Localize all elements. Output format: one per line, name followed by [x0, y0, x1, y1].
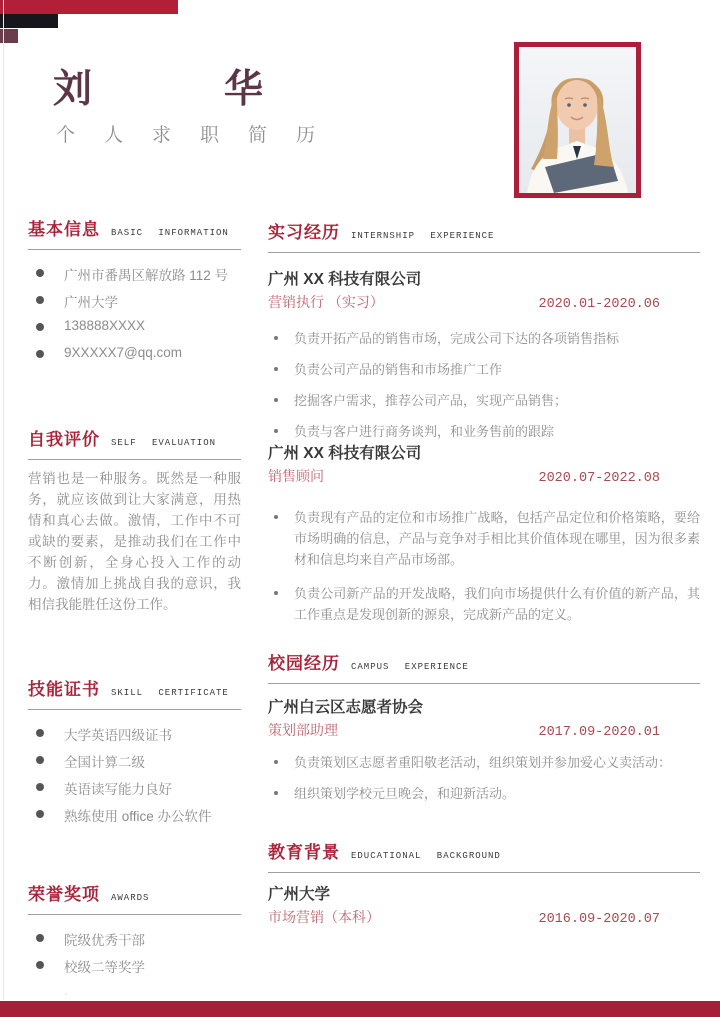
- award-text: 院级优秀干部: [64, 933, 145, 948]
- skill-text: 大学英语四级证书: [64, 728, 172, 743]
- bullet-dot-icon: [36, 961, 44, 969]
- section-education: [268, 838, 700, 927]
- bullet-icon: [274, 398, 278, 402]
- bullet-text: 负责现有产品的定位和市场推广战略，包括产品定位和价格策略，要给市场明确的信息，产品与竞争对手相比其价值体现在哪里，因为很多素材和信息均来自产品市场部。: [294, 510, 700, 567]
- education-date: 2016.09-2020.07: [538, 912, 660, 927]
- basic-info-subtitle: BASIC INFORMATION: [111, 228, 229, 238]
- left-edge-guide-line: [3, 0, 4, 1000]
- bullet-icon: [274, 515, 278, 519]
- bullet-dot-icon: [36, 810, 44, 818]
- award-partial-text: .: [64, 983, 68, 998]
- list-item: [28, 318, 241, 345]
- bullet-dot-icon: [36, 988, 44, 996]
- organization-name: 广州白云区志愿者协会: [268, 699, 424, 716]
- company-name: 广州 XX 科技有限公司: [268, 271, 422, 288]
- section-divider: [28, 709, 241, 710]
- top-accent-bar-black: [0, 14, 58, 28]
- award-text: 校级二等奖学: [64, 960, 145, 975]
- job-date: 2020.07-2022.08: [538, 471, 660, 486]
- bullet-dot-icon: [36, 296, 44, 304]
- job-bullet: [268, 390, 700, 411]
- self-evaluation-title: 自我评价: [28, 430, 100, 449]
- company-name: 广州 XX 科技有限公司: [268, 445, 422, 462]
- section-divider: [268, 683, 700, 684]
- left-column: [28, 205, 241, 1001]
- campus-bullet: [268, 783, 700, 804]
- section-divider: [268, 252, 700, 253]
- job-bullet: [268, 583, 700, 625]
- internship-title: 实习经历: [268, 223, 340, 242]
- bullet-dot-icon: [36, 729, 44, 737]
- job-bullet: [268, 328, 700, 349]
- list-item: [28, 805, 241, 832]
- bullet-dot-icon: [36, 269, 44, 277]
- education-subtitle: EDUCATIONAL BACKGROUND: [351, 851, 501, 861]
- section-divider: [268, 872, 700, 873]
- basic-info-title: 基本信息: [28, 220, 100, 239]
- section-campus: [268, 649, 700, 804]
- skills-list: [28, 724, 241, 832]
- campus-bullet: [268, 752, 700, 773]
- bullet-text: 负责公司新产品的开发战略，我们向市场提供什么有价值的新产品，其工作重点是发现创新的源泉，完成新产品的定义。: [294, 586, 700, 622]
- list-item: [28, 724, 241, 751]
- top-accent-bar-red: [0, 0, 178, 14]
- section-internship: [268, 218, 700, 625]
- education-entry: [268, 885, 700, 927]
- section-basic-info: [28, 215, 241, 372]
- address-text: 广州市番禺区解放路 112 号: [64, 268, 229, 283]
- name-last-char: 华: [223, 68, 263, 111]
- bullet-text: 负责与客户进行商务谈判，和业务售前的跟踪: [294, 424, 555, 439]
- list-item: [28, 929, 241, 956]
- internship-subtitle: INTERNSHIP EXPERIENCE: [351, 231, 495, 241]
- bullet-text: 负责开拓产品的销售市场，完成公司下达的各项销售指标: [294, 331, 620, 346]
- bullet-dot-icon: [36, 756, 44, 764]
- skill-text: 全国计算二级: [64, 755, 145, 770]
- portrait-photo: [514, 42, 641, 198]
- bullet-icon: [274, 591, 278, 595]
- school-text: 广州大学: [64, 295, 118, 310]
- campus-date: 2017.09-2020.01: [538, 725, 660, 740]
- awards-list: [28, 929, 241, 1001]
- bullet-icon: [274, 336, 278, 340]
- skills-title: 技能证书: [28, 680, 100, 699]
- bullet-icon: [274, 429, 278, 433]
- job-role: 销售顾问: [268, 468, 324, 484]
- section-divider: [28, 249, 241, 250]
- bullet-text: 负责策划区志愿者重阳敬老活动，组织策划并参加爱心义卖活动：: [294, 755, 672, 770]
- skill-text: 英语读写能力良好: [64, 782, 172, 797]
- bullet-text: 挖掘客户需求，推荐公司产品，实现产品销售；: [294, 393, 568, 408]
- campus-subtitle: CAMPUS EXPERIENCE: [351, 662, 469, 672]
- basic-info-list: [28, 264, 241, 372]
- university-name: 广州大学: [268, 886, 331, 903]
- section-skills: [28, 675, 241, 832]
- bullet-dot-icon: [36, 350, 44, 358]
- skill-text: 熟练使用 office 办公软件: [64, 809, 212, 824]
- internship-entry: [268, 270, 700, 442]
- bullet-text: 组织策划学校元旦晚会，和迎新活动。: [294, 786, 516, 801]
- portrait-illustration: [519, 47, 636, 193]
- section-awards: [28, 880, 241, 1001]
- campus-title: 校园经历: [268, 654, 340, 673]
- campus-entry: [268, 698, 700, 804]
- section-divider: [28, 459, 241, 460]
- candidate-name: [53, 70, 263, 110]
- bullet-icon: [274, 791, 278, 795]
- awards-title: 荣誉奖项: [28, 885, 100, 904]
- right-column: [268, 205, 700, 927]
- self-evaluation-subtitle: SELF EVALUATION: [111, 438, 217, 448]
- job-bullet: [268, 421, 700, 442]
- education-title: 教育背景: [268, 843, 340, 862]
- email-text: 9XXXXX7@qq.com: [64, 345, 183, 360]
- major-degree: 市场营销（本科）: [268, 909, 380, 925]
- list-item: [28, 778, 241, 805]
- job-date: 2020.01-2020.06: [538, 297, 660, 312]
- campus-role: 策划部助理: [268, 722, 338, 738]
- section-divider: [28, 914, 241, 915]
- job-bullet: [268, 507, 700, 570]
- phone-text: 138888XXXX: [64, 318, 146, 333]
- resume-subtitle: 个人求职简历: [56, 125, 345, 146]
- awards-subtitle: AWARDS: [111, 893, 150, 903]
- bullet-icon: [274, 760, 278, 764]
- bullet-dot-icon: [36, 323, 44, 331]
- footer-accent-bar: [0, 1001, 720, 1017]
- bullet-dot-icon: [36, 783, 44, 791]
- name-first-char: 刘: [53, 68, 93, 111]
- list-item: [28, 751, 241, 778]
- job-bullet: [268, 359, 700, 380]
- job-role: 营销执行 （实习）: [268, 294, 384, 310]
- internship-entry: [268, 444, 700, 625]
- list-item: [28, 983, 241, 1001]
- list-item: [28, 264, 241, 291]
- bullet-dot-icon: [36, 934, 44, 942]
- self-evaluation-text: 营销也是一种服务。既然是一种服务，就应该做到让大家满意，用热情和真心去做。激情，工作中不可或缺的要素，是推动我们在工作中不断创新，全身心投入工作的动力。激情加上挑战自我的意识，我相信我能胜任这份工作。: [28, 471, 241, 612]
- skills-subtitle: SKILL CERTIFICATE: [111, 688, 229, 698]
- bullet-text: 负责公司产品的销售和市场推广工作: [294, 362, 503, 377]
- bullet-icon: [274, 367, 278, 371]
- list-item: [28, 956, 241, 983]
- section-self-evaluation: [28, 425, 241, 615]
- list-item: [28, 291, 241, 318]
- list-item: [28, 345, 241, 372]
